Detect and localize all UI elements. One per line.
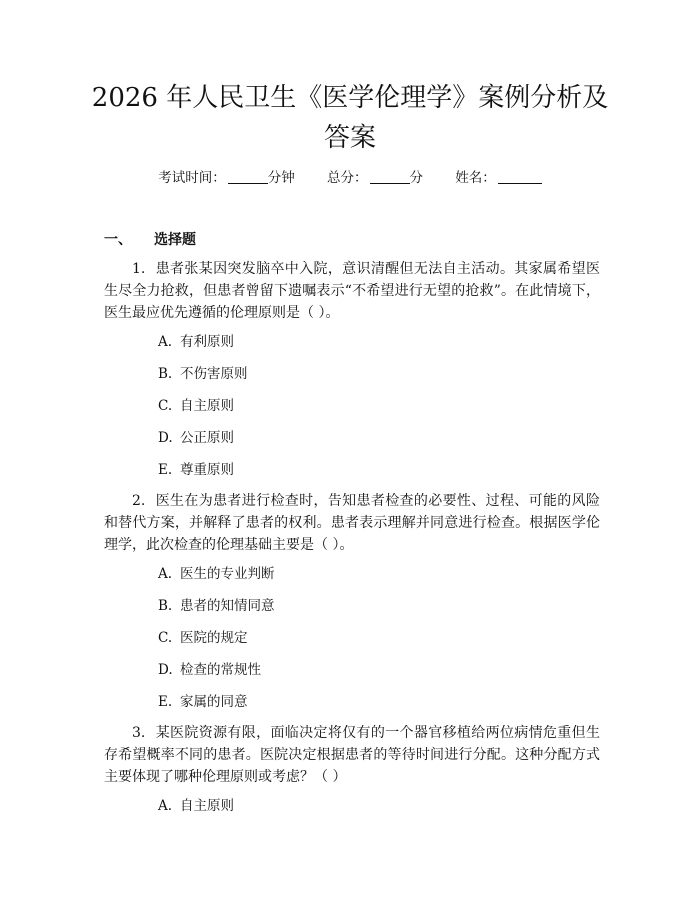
option-text: 尊重原则: [180, 462, 234, 478]
option-letter: A.: [158, 334, 173, 350]
option-text: 不伤害原则: [180, 366, 248, 382]
option-1e: [158, 460, 234, 480]
option-letter: B.: [158, 366, 173, 382]
exam-score-unit: 分: [409, 170, 423, 186]
question-3: [104, 722, 600, 788]
question-number: 2.: [132, 493, 146, 509]
question-number: 1.: [132, 261, 146, 277]
question-text: 医生在为患者进行检查时，告知患者检查的必要性、过程、可能的风险和替代方案，并解释了患者的权利。患者表示理解并同意进行检查。根据医学伦理学，此次检查的伦理基础主要是（ ）。: [104, 493, 600, 553]
option-letter: C.: [158, 398, 173, 414]
exam-info: [0, 168, 700, 188]
option-text: 医生的专业判断: [180, 566, 275, 582]
option-text: 自主原则: [180, 398, 234, 414]
option-3a: [158, 796, 234, 816]
question-2: [104, 490, 600, 556]
exam-name-blank: [498, 169, 542, 184]
question-text: 某医院资源有限，面临决定将仅有的一个器官移植给两位病情危重但生存希望概率不同的患者。医院决定根据患者的等待时间进行分配。这种分配方式主要体现了哪种伦理原则或考虑？（ ）: [104, 725, 600, 785]
option-letter: D.: [158, 430, 173, 446]
option-2c: [158, 628, 248, 648]
exam-score-label: 总分：: [327, 170, 368, 186]
option-letter: B.: [158, 598, 173, 614]
option-letter: D.: [158, 662, 173, 678]
section-title: 选择题: [154, 232, 196, 248]
option-text: 医院的规定: [180, 630, 248, 646]
option-letter: E.: [158, 694, 173, 710]
option-2b: [158, 596, 275, 616]
exam-time-label: 考试时间：: [158, 170, 226, 186]
option-text: 检查的常规性: [180, 662, 261, 678]
document-title: [60, 78, 640, 158]
option-2e: [158, 692, 248, 712]
question-1: [104, 258, 600, 324]
option-1c: [158, 396, 234, 416]
option-text: 有利原则: [180, 334, 234, 350]
exam-time-blank: [228, 169, 268, 184]
exam-time: [158, 168, 295, 188]
section-heading: [104, 229, 196, 249]
exam-name-label: 姓名：: [455, 170, 496, 186]
option-text: 家属的同意: [180, 694, 248, 710]
option-1a: [158, 332, 234, 352]
section-number: 一、: [104, 232, 132, 248]
option-letter: E.: [158, 462, 173, 478]
option-1d: [158, 428, 234, 448]
exam-score: [327, 168, 423, 188]
question-number: 3.: [132, 725, 146, 741]
title-line-1: 2026 年人民卫生《医学伦理学》案例分析及: [91, 83, 609, 113]
exam-score-blank: [370, 169, 410, 184]
option-text: 患者的知情同意: [180, 598, 275, 614]
option-letter: A.: [158, 566, 173, 582]
question-text: 患者张某因突发脑卒中入院，意识清醒但无法自主活动。其家属希望医生尽全力抢救，但患者曾留下遗嘱表示“不希望进行无望的抢救”。在此情境下，医生最应优先遵循的伦理原则是（ ）。: [104, 261, 600, 321]
title-line-2: 答案: [323, 123, 376, 153]
option-letter: C.: [158, 630, 173, 646]
option-2d: [158, 660, 261, 680]
exam-time-unit: 分钟: [267, 170, 295, 186]
exam-name: [455, 168, 542, 188]
option-2a: [158, 564, 275, 584]
option-text: 公正原则: [180, 430, 234, 446]
option-letter: A.: [158, 798, 173, 814]
option-text: 自主原则: [180, 798, 234, 814]
option-1b: [158, 364, 248, 384]
